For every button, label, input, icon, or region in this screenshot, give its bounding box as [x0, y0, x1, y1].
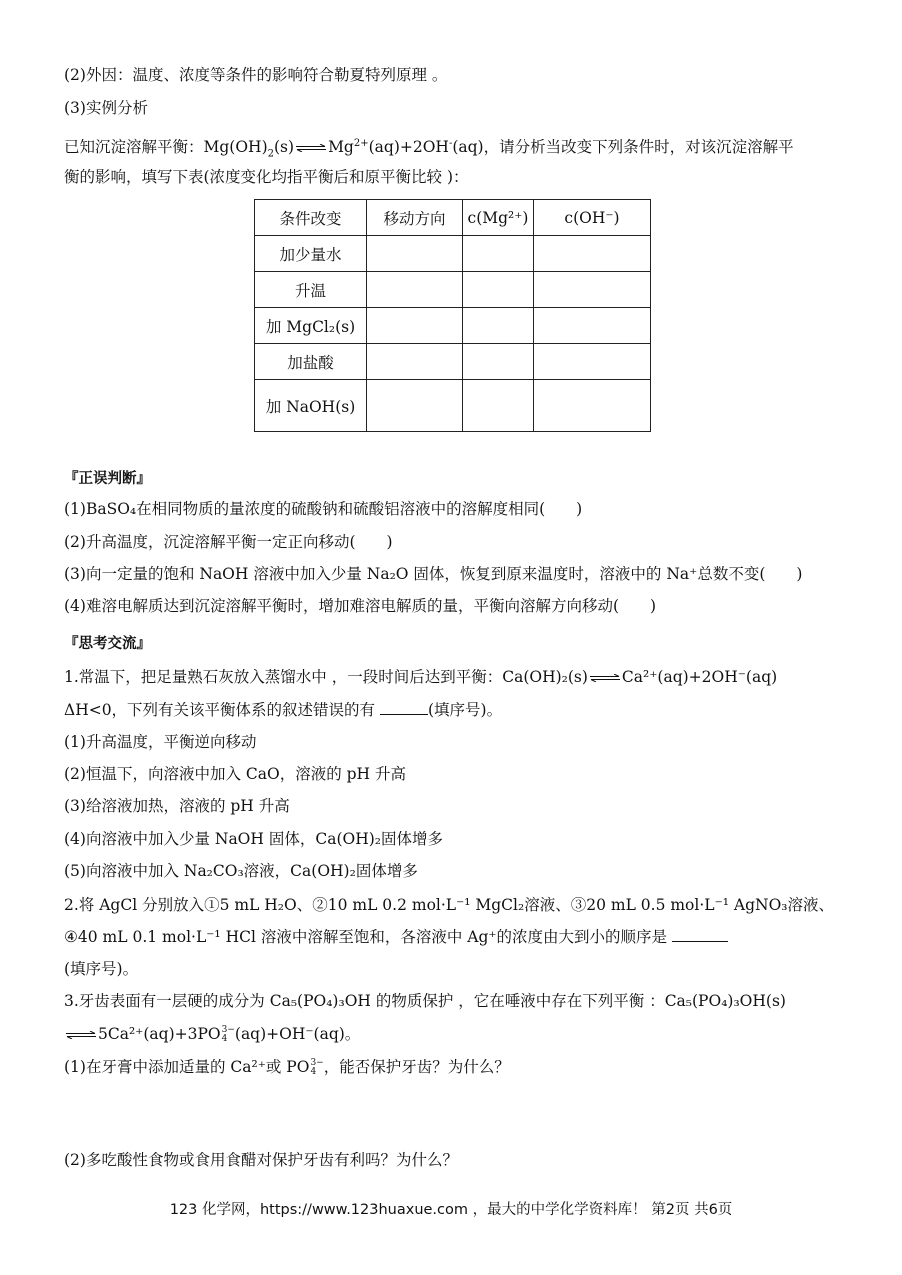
list-item: (4)难溶电解质达到沉淀溶解平衡时，增加难溶电解质的量，平衡向溶解方向移动( ) — [64, 597, 657, 615]
question-line: 1.常温下，把足量熟石灰放入蒸馏水中 ，一段时间后达到平衡：Ca(OH)₂(s) Ca²⁺(aq)+2OH⁻(aq) — [64, 668, 778, 686]
question-line: ④40 mL 0.1 mol·L⁻¹ HCl 溶液中溶解至饱和，各溶液中 Ag⁺的浓度由大到小的顺序是 — [64, 926, 728, 948]
section-title: 『思考交流』 — [64, 636, 151, 652]
table-header: c(Mg²⁺) — [463, 200, 534, 236]
question-line: 3.牙齿表面有一层硬的成分为 Ca₅(PO₄)₃OH 的物质保护 ，它在唾液中存在下列平衡 ：Ca₅(PO₄)₃OH(s) — [64, 992, 786, 1010]
text-line: (2)外因：温度、浓度等条件的影响符合勒夏特列原理 。 — [64, 66, 448, 84]
table-cell: 加 NaOH(s) — [255, 380, 367, 432]
equilibrium-arrow-icon — [66, 1031, 96, 1039]
table-header: c(OH⁻) — [534, 200, 651, 236]
list-item: (3)向一定量的饱和 NaOH 溶液中加入少量 Na₂O 固体，恢复到原来温度时，溶液中的 Na⁺总数不变( ) — [64, 565, 803, 583]
text-line: 已知沉淀溶解平衡：$Mg(OH)_2(s)$ $Mg^{2+}(aq)+2OH^-(aq)$，请分析当改变下列条件时，对该沉淀溶解平 — [64, 138, 794, 160]
answer-blank — [380, 700, 428, 715]
ion-charge: 3− 4 — [310, 1058, 324, 1077]
table-cell: 加少量水 — [255, 236, 367, 272]
list-item: (4)向溶液中加入少量 NaOH 固体，Ca(OH)₂固体增多 — [64, 830, 443, 848]
section-title: 『正误判断』 — [64, 471, 151, 487]
ion-charge: 3− 4 — [221, 1025, 235, 1044]
equilibrium-arrow-icon — [296, 144, 326, 152]
text-line: (3)实例分析 — [64, 99, 148, 117]
list-item: (2)升高温度，沉淀溶解平衡一定正向移动( ) — [64, 533, 393, 551]
list-item: (2)恒温下，向溶液中加入 CaO，溶液的 pH 升高 — [64, 765, 406, 783]
text-line: 衡的影响，填写下表(浓度变化均指平衡后和原平衡比较 )： — [64, 168, 469, 186]
question-line: (1)在牙膏中添加适量的 Ca²⁺或 PO 3− 4 ，能否保护牙齿？为什么？ — [64, 1058, 510, 1077]
condition-table — [254, 199, 651, 432]
question-line: 2.将 AgCl 分别放入①5 mL H₂O、②10 mL 0.2 mol·L⁻¹ MgCl₂溶液、③20 mL 0.5 mol·L⁻¹ AgNO₃溶液、 — [64, 896, 834, 914]
question-line: ΔH<0，下列有关该平衡体系的叙述错误的有 (填序号)。 — [64, 701, 503, 719]
question-line: (2)多吃酸性食物或食用食醋对保护牙齿有利吗？为什么？ — [64, 1151, 458, 1169]
list-item: (5)向溶液中加入 Na₂CO₃溶液，Ca(OH)₂固体增多 — [64, 862, 418, 880]
table-cell: 加盐酸 — [255, 344, 367, 380]
question-line: 5Ca²⁺(aq)+3PO 3− 4 (aq)+OH⁻(aq)。 — [64, 1023, 360, 1045]
list-item: (1)BaSO₄在相同物质的量浓度的硫酸钠和硫酸铝溶液中的溶解度相同( ) — [64, 500, 583, 518]
table-header: 移动方向 — [367, 200, 463, 236]
table-cell: 升温 — [255, 272, 367, 308]
table-header: 条件改变 — [255, 200, 367, 236]
answer-blank — [672, 927, 728, 942]
question-line: (填序号)。 — [64, 960, 139, 978]
page-footer: 123 化学网，https://www.123huaxue.com ，最大的中学化学资料库！ 第2页 共6页 — [169, 1202, 733, 1218]
equilibrium-arrow-icon — [590, 674, 620, 682]
list-item: (1)升高温度，平衡逆向移动 — [64, 733, 257, 751]
list-item: (3)给溶液加热，溶液的 pH 升高 — [64, 797, 290, 815]
table-cell: 加 MgCl₂(s) — [255, 308, 367, 344]
